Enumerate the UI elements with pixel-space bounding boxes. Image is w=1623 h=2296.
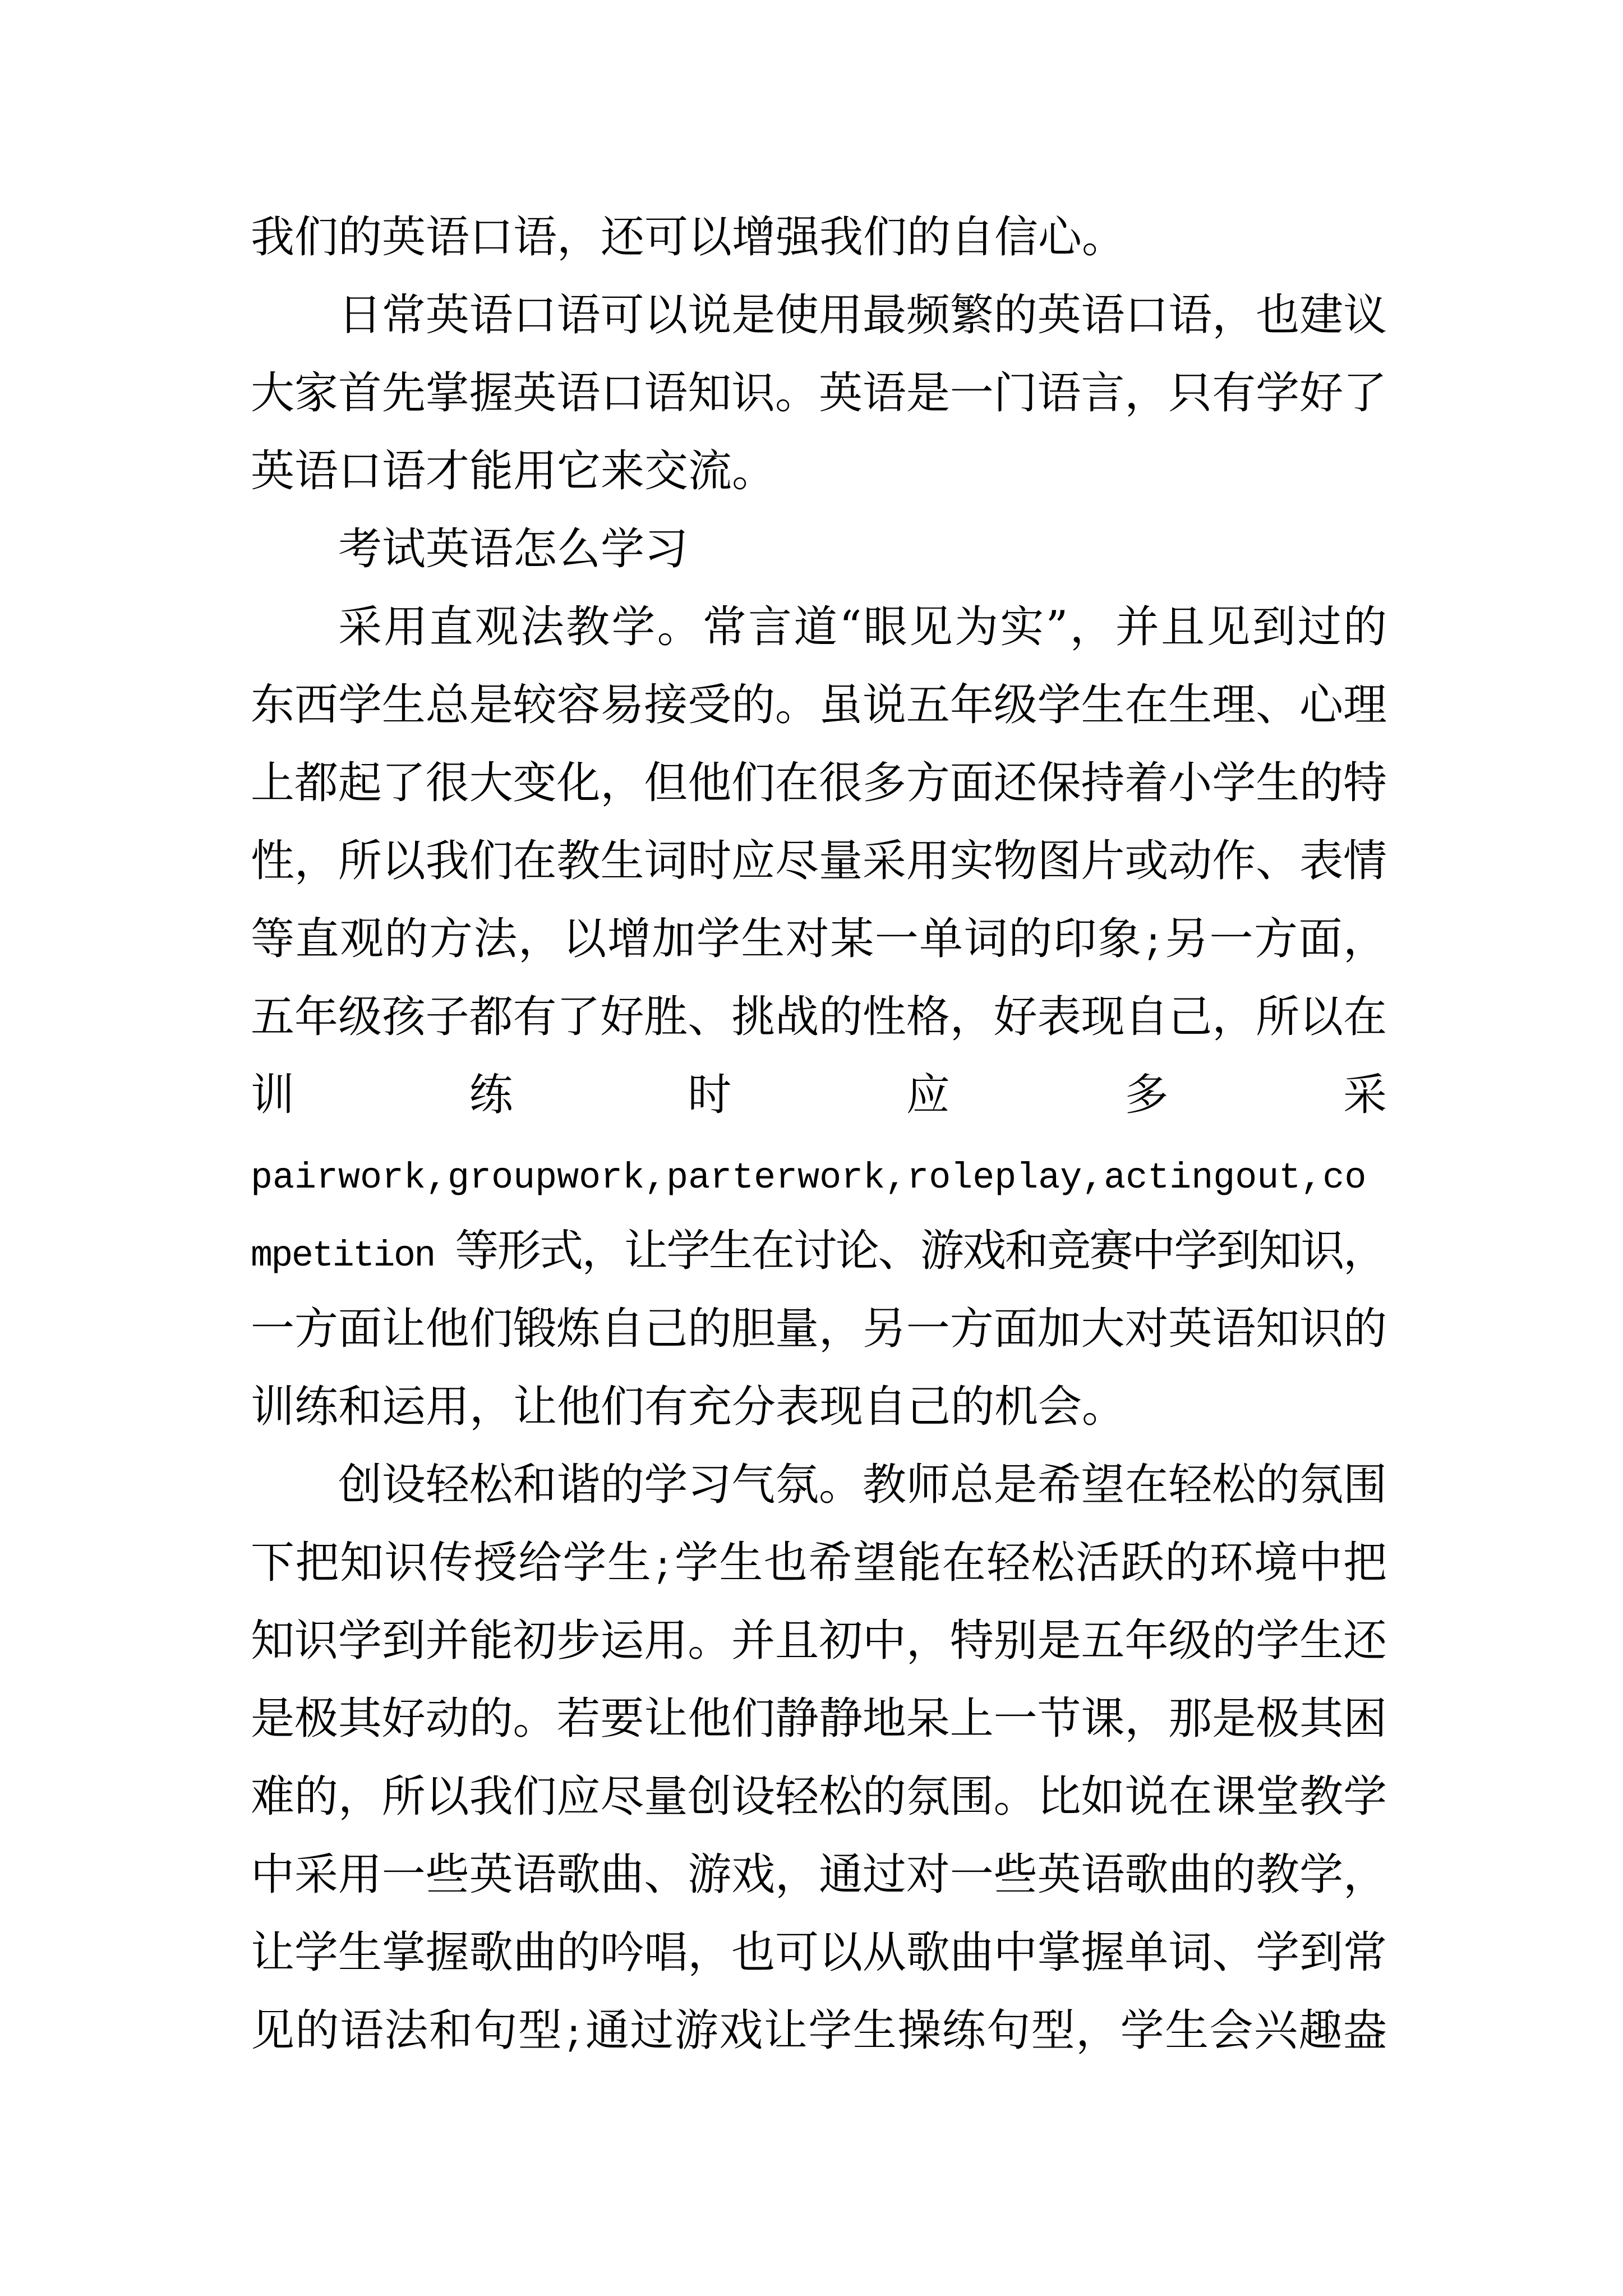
text-line [251,1368,1387,1446]
line-text [251,914,1387,964]
cjk-text-run: 训练和运用，让他们有充分表现自己的机会。 [251,1382,1126,1432]
line-text [251,212,1126,263]
line-text [251,1616,1387,1666]
text-line [251,355,1387,432]
text-line [251,1290,1387,1368]
text-line [251,432,1387,510]
line-text [251,836,1387,886]
text-line [251,510,1387,588]
cjk-text-run: 等直观的方法，以增加学生对某一单词的印象 [251,914,1142,964]
cjk-text-run: 性，所以我们在教生词时应尽量采用实物图片或动作、表情 [251,836,1387,886]
text-line [251,1992,1387,2070]
latin-text-run: ; [562,2015,585,2056]
text-line [251,978,1387,1056]
text-line [251,1446,1387,1524]
text-line [251,277,1387,355]
text-line [251,822,1387,900]
latin-text-run: mpetition [251,1235,455,1277]
text-line [251,1914,1387,1992]
cjk-text-run: 考试英语怎么学习 [338,524,689,574]
cjk-text-run: 知识学到并能初步运用。并且初中，特别是五年级的学生还 [251,1616,1387,1666]
latin-text-run: pairwork,groupwork,parterwork,roleplay,actingout,co [251,1157,1367,1199]
line-text [251,1148,1366,1198]
text-line [251,588,1387,666]
paragraph [251,510,1387,588]
text-line [251,666,1387,744]
text-line [251,1836,1387,1914]
line-text [251,1382,1126,1432]
line-text [338,524,688,574]
line-text [251,2005,1387,2056]
cjk-text-run: 等形式，让学生在讨论、游戏和竞赛中学到知识， [455,1226,1386,1276]
line-text [251,446,776,496]
cjk-text-run: 下把知识传授给学生 [251,1538,652,1588]
cjk-text-run: 东西学生总是较容易接受的。虽说五年级学生在生理、心理 [251,680,1387,730]
line-text [251,758,1387,808]
cjk-text-run: 五年级孩子都有了好胜、挑战的性格，好表现自己，所以在 [251,992,1387,1042]
line-text [251,1226,1385,1276]
paragraph [251,588,1562,1446]
line-text [338,1460,1387,1510]
line-text [251,992,1387,1042]
cjk-text-run: 上都起了很大变化，但他们在很多方面还保持着小学生的特 [251,758,1387,808]
paragraph [251,199,1387,277]
document-body [251,199,1562,2070]
text-line [251,1602,1387,1680]
text-line [251,1056,1562,1134]
cjk-text-run: 中采用一些英语歌曲、游戏，通过对一些英语歌曲的教学， [251,1849,1387,1900]
cjk-text-run: 让学生掌握歌曲的吟唱，也可以从歌曲中掌握单词、学到常 [251,1927,1387,1978]
cjk-text-run: 采用直观法教学。常言道“眼见为实”，并且见到过的 [338,602,1389,652]
text-line [251,1680,1387,1758]
text-line [251,744,1387,822]
text-line [251,900,1387,978]
cjk-text-run: 一方面让他们锻炼自己的胆量，另一方面加大对英语知识的 [251,1304,1387,1354]
cjk-text-run: 是极其好动的。若要让他们静静地呆上一节课，那是极其困 [251,1694,1387,1744]
paragraph [251,1446,1387,2070]
cjk-text-run: 见的语法和句型 [251,2005,563,2056]
line-text [251,1849,1387,1900]
line-text [338,290,1387,341]
cjk-text-run: 大家首先掌握英语口语知识。英语是一门语言，只有学好了 [251,368,1387,418]
text-line [251,1212,1387,1290]
cjk-text-run: 我们的英语口语，还可以增强我们的自信心。 [251,212,1126,263]
line-text [251,1070,1562,1120]
text-line [251,1134,1387,1212]
cjk-text-run: 学生也希望能在轻松活跃的环境中把 [674,1538,1388,1588]
line-text [251,1927,1387,1978]
cjk-text-run: 训练时应多采 [251,1070,1562,1120]
cjk-text-run: 英语口语才能用它来交流。 [251,446,776,496]
text-line [251,199,1387,277]
latin-text-run: ; [1142,923,1165,965]
cjk-text-run: 日常英语口语可以说是使用最频繁的英语口语，也建议 [338,290,1387,341]
line-text [251,1304,1387,1354]
line-text [251,1694,1387,1744]
text-line [251,1758,1387,1836]
paragraph [251,277,1387,510]
latin-text-run: ; [652,1547,675,1589]
cjk-text-run: 另一方面， [1165,914,1388,964]
line-text [251,1538,1387,1588]
cjk-text-run: 难的，所以我们应尽量创设轻松的氛围。比如说在课堂教学 [251,1772,1387,1822]
cjk-text-run: 创设轻松和谐的学习气氛。教师总是希望在轻松的氛围 [338,1460,1387,1510]
line-text [251,1772,1387,1822]
line-text [251,680,1387,730]
cjk-text-run: 通过游戏让学生操练句型，学生会兴趣盎 [585,2005,1388,2056]
text-line [251,1524,1387,1602]
line-text [338,602,1389,652]
line-text [251,368,1387,418]
